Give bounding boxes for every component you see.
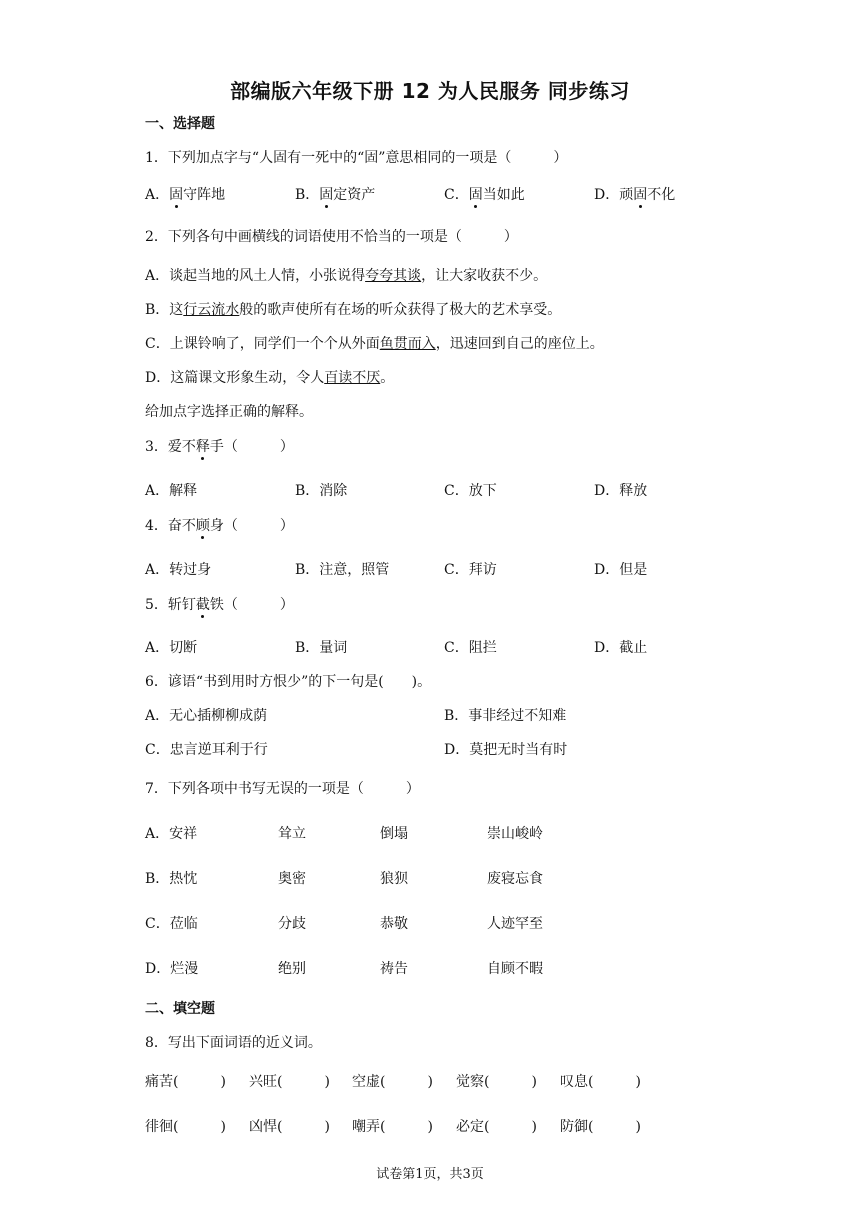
- q8-row2-item2: 凶悍( ): [249, 1119, 330, 1135]
- q7-row-a-word1: A．安祥: [145, 826, 198, 842]
- q1-option-a: A．固守阵地: [145, 187, 226, 203]
- q7-row-a-word2: 耸立: [278, 826, 306, 842]
- q7-row-b-word1: B．热忱: [145, 871, 198, 887]
- q6-option-d: D．莫把无时当有时: [444, 742, 568, 758]
- q7-row-d-word4: 自顾不暇: [487, 961, 543, 977]
- q1-option-c: C．固当如此: [444, 187, 525, 203]
- question-3-stem: 3．爱不释手（ ）: [145, 439, 294, 455]
- question-5-stem: 5．斩钉截铁（ ）: [145, 597, 294, 613]
- question-8-stem: 8．写出下面词语的近义词。: [145, 1035, 322, 1051]
- q2-option-d: D．这篇课文形象生动，令人百读不厌。: [145, 370, 395, 386]
- q7-row-d-word3: 祷告: [380, 961, 408, 977]
- instruction-text: 给加点字选择正确的解释。: [145, 404, 313, 420]
- q8-row1-item3: 空虚( ): [352, 1074, 433, 1090]
- q2-option-b: B．这行云流水般的歌声使所有在场的听众获得了极大的艺术享受。: [145, 302, 562, 318]
- q8-row2-item3: 嘲弄( ): [352, 1119, 433, 1135]
- section-heading-fill: 二、填空题: [145, 1001, 215, 1017]
- question-2-stem: 2．下列各句中画横线的词语使用不恰当的一项是（ ）: [145, 229, 518, 245]
- q3-option-d: D．释放: [594, 483, 648, 499]
- page-title: 部编版六年级下册 12 为人民服务 同步练习: [230, 79, 630, 103]
- q7-row-c-word3: 恭敬: [380, 916, 408, 932]
- q3-option-b: B．消除: [295, 483, 348, 499]
- page-footer: 试卷第1页，共3页: [376, 1167, 484, 1182]
- q8-row1-item1: 痛苦( ): [145, 1074, 226, 1090]
- q2-option-c: C．上课铃响了，同学们一个个从外面鱼贯而入，迅速回到自己的座位上。: [145, 336, 604, 352]
- q7-row-a-word4: 崇山峻岭: [487, 826, 543, 842]
- question-4-stem: 4．奋不顾身（ ）: [145, 518, 294, 534]
- q8-row2-item5: 防御( ): [560, 1119, 641, 1135]
- q7-row-a-word3: 倒塌: [380, 826, 408, 842]
- q6-option-a: A．无心插柳柳成荫: [145, 708, 268, 724]
- q7-row-c-word1: C．莅临: [145, 916, 198, 932]
- q5-option-a: A．切断: [145, 640, 198, 656]
- q5-option-b: B．量词: [295, 640, 348, 656]
- question-7-stem: 7．下列各项中书写无误的一项是（ ）: [145, 781, 420, 797]
- q1-option-d: D．顽固不化: [594, 187, 676, 203]
- q1-option-b: B．固定资产: [295, 187, 376, 203]
- q7-row-c-word4: 人迹罕至: [487, 916, 543, 932]
- question-6-stem: 6．谚语“书到用时方恨少”的下一句是( )。: [145, 674, 432, 690]
- q8-row1-item4: 觉察( ): [456, 1074, 537, 1090]
- q5-option-c: C．阻拦: [444, 640, 497, 656]
- q7-row-b-word3: 狼狈: [380, 871, 408, 887]
- q2-option-a: A．谈起当地的风土人情，小张说得夸夸其谈，让大家收获不少。: [145, 268, 548, 284]
- q8-row2-item4: 必定( ): [456, 1119, 537, 1135]
- q7-row-d-word1: D．烂漫: [145, 961, 199, 977]
- q8-row1-item5: 叹息( ): [560, 1074, 641, 1090]
- q7-row-c-word2: 分歧: [278, 916, 306, 932]
- q7-row-b-word2: 奥密: [278, 871, 306, 887]
- q6-option-c: C．忠言逆耳利于行: [145, 742, 268, 758]
- q7-row-d-word2: 绝别: [278, 961, 306, 977]
- q3-option-a: A．解释: [145, 483, 198, 499]
- q4-option-a: A．转过身: [145, 562, 212, 578]
- section-heading-choice: 一、选择题: [145, 116, 215, 132]
- q8-row1-item2: 兴旺( ): [249, 1074, 330, 1090]
- question-1-stem: 1．下列加点字与“人固有一死中的“固”意思相同的一项是（ ）: [145, 150, 568, 166]
- q8-row2-item1: 徘徊( ): [145, 1119, 226, 1135]
- q4-option-b: B．注意，照管: [295, 562, 390, 578]
- q3-option-c: C．放下: [444, 483, 497, 499]
- q5-option-d: D．截止: [594, 640, 648, 656]
- q6-option-b: B．事非经过不知难: [444, 708, 567, 724]
- q7-row-b-word4: 废寝忘食: [487, 871, 543, 887]
- q4-option-d: D．但是: [594, 562, 648, 578]
- q4-option-c: C．拜访: [444, 562, 497, 578]
